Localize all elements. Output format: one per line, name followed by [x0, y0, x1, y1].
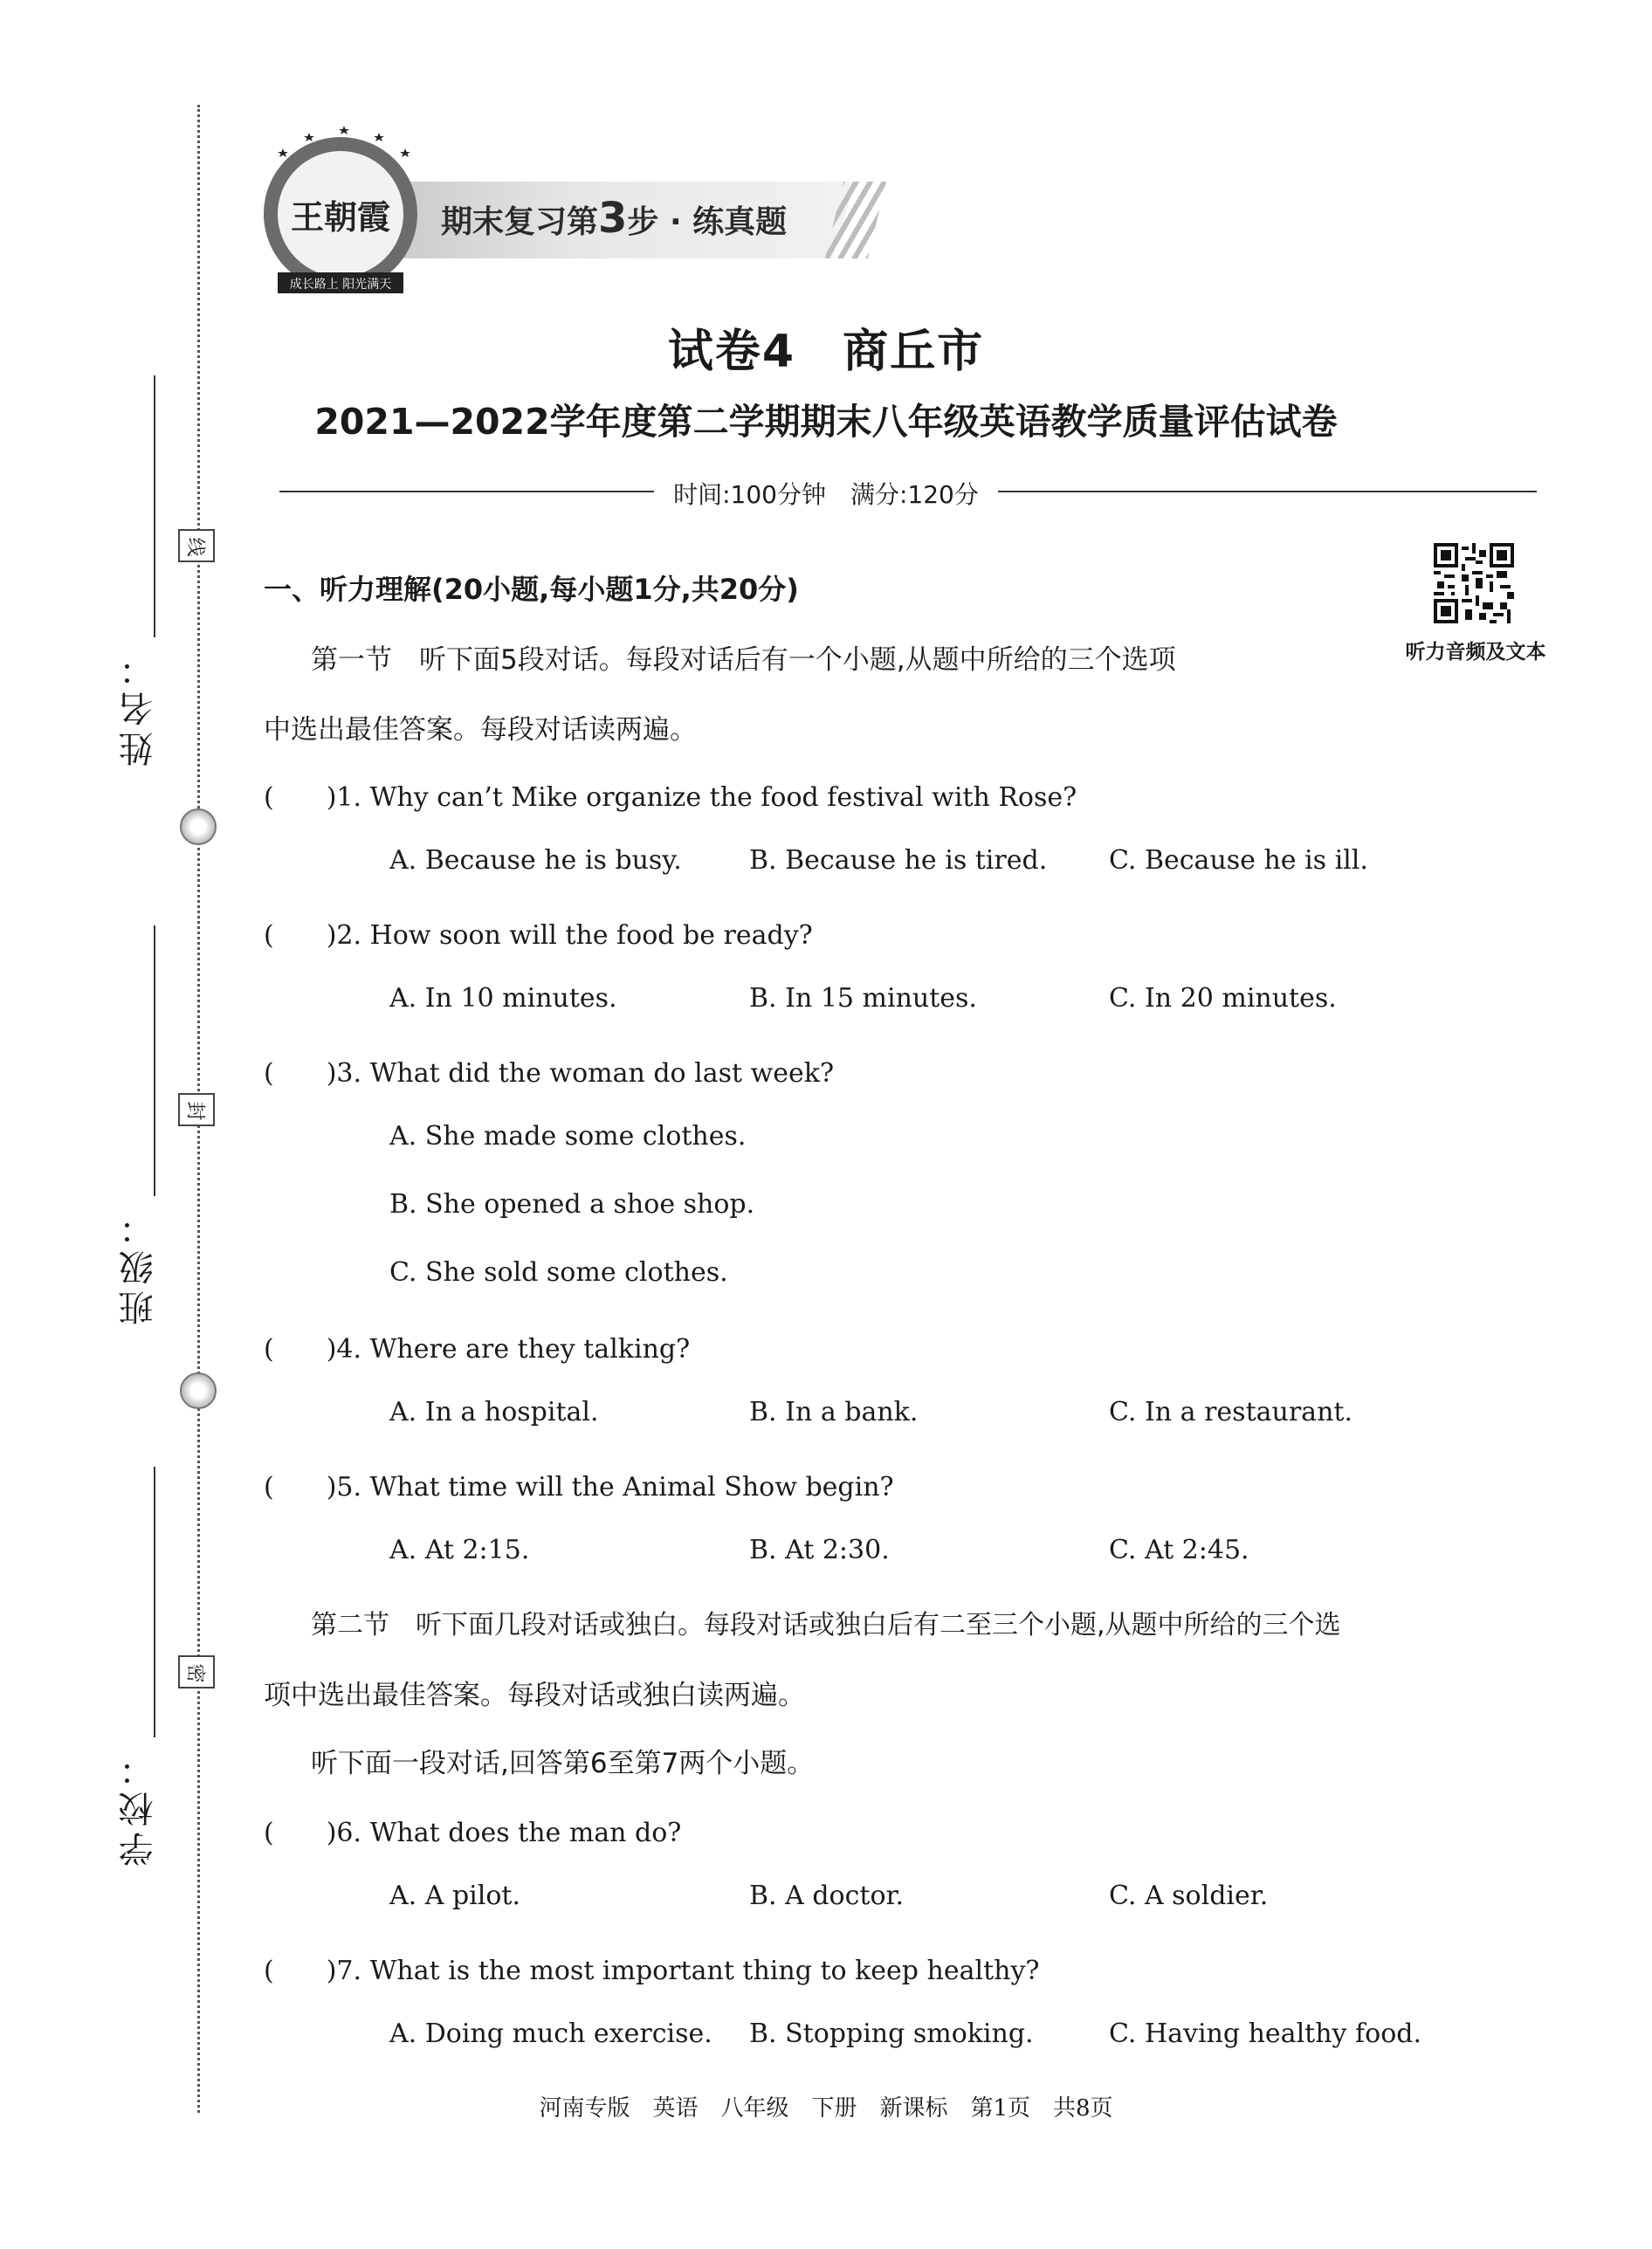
class-underline[interactable]	[154, 925, 155, 1196]
class-label: 班级：	[119, 1205, 159, 1325]
option-b: B. In a bank.	[749, 1397, 919, 1427]
question-1	[264, 775, 1077, 814]
part2-instruction-cont: 项中选出最佳答案。每段对话或独白读两遍。	[264, 1680, 805, 1711]
school-label: 学校：	[119, 1746, 159, 1867]
question-text: 2. How soon will the food be ready?	[336, 920, 813, 951]
question-text: 6. What does the man do?	[336, 1818, 682, 1848]
question-3	[264, 1051, 834, 1090]
logo-text: 王朝霞	[290, 197, 390, 237]
question-6	[264, 1811, 681, 1849]
part2-instruction: 第二节 听下面几段对话或独白。每段对话或独白后有二至三个小题,从题中所给的三个选	[311, 1610, 1341, 1640]
option-c: C. She sold some clothes.	[389, 1257, 728, 1288]
answer-blank[interactable]: ( )	[264, 782, 337, 813]
option-a: A. A pilot.	[389, 1881, 520, 1911]
seal-mark-dense: 密	[178, 1655, 215, 1688]
seal-mark-line: 线	[178, 529, 215, 562]
question-text: 5. What time will the Animal Show begin?	[336, 1472, 894, 1503]
answer-blank[interactable]: ( )	[264, 1058, 337, 1089]
qr-code[interactable]	[1434, 543, 1514, 623]
option-a: A. In a hospital.	[389, 1397, 599, 1427]
seal-circle-icon	[180, 1372, 217, 1409]
exam-number-title: 试卷4 商丘市	[667, 326, 985, 378]
logo-tagline: 成长路上 阳光满天	[289, 278, 392, 292]
option-a: A. At 2:15.	[389, 1535, 530, 1565]
option-c: C. Having healthy food.	[1109, 2019, 1421, 2049]
option-a: A. Doing much exercise.	[389, 2019, 712, 2049]
part2-dialogue-intro: 听下面一段对话,回答第6至第7两个小题。	[311, 1748, 815, 1779]
qr-code-icon	[1434, 543, 1514, 623]
answer-blank[interactable]: ( )	[264, 920, 337, 951]
section-heading: 一、听力理解(20小题,每小题1分,共20分)	[264, 573, 799, 606]
question-4	[264, 1327, 690, 1365]
option-b: B. She opened a shoe shop.	[389, 1189, 755, 1220]
answer-blank[interactable]: ( )	[264, 1334, 337, 1365]
school-underline[interactable]	[154, 1467, 155, 1737]
part1-instruction-cont: 中选出最佳答案。每段对话读两遍。	[264, 714, 697, 746]
option-b: B. Stopping smoking.	[749, 2019, 1034, 2049]
time-info: 时间:100分钟 满分:120分	[0, 476, 1652, 511]
option-a: A. Because he is busy.	[389, 845, 682, 876]
question-text: 3. What did the woman do last week?	[336, 1058, 835, 1089]
option-a: A. In 10 minutes.	[389, 983, 617, 1014]
answer-blank[interactable]: ( )	[264, 1818, 337, 1848]
page-footer: 河南专版 英语 八年级 下册 新课标 第1页 共8页	[539, 2095, 1113, 2122]
qr-caption: 听力音频及文本	[1405, 641, 1546, 664]
option-b: B. Because he is tired.	[749, 845, 1048, 876]
answer-blank[interactable]: ( )	[264, 1956, 337, 1986]
option-b: B. At 2:30.	[749, 1535, 890, 1565]
question-text: 7. What is the most important thing to keep healthy?	[336, 1956, 1040, 1986]
option-c: C. In 20 minutes.	[1109, 983, 1337, 1014]
seal-circle-icon	[180, 808, 217, 845]
publisher-logo	[253, 122, 428, 297]
option-b: B. In 15 minutes.	[749, 983, 977, 1014]
question-text: 1. Why can’t Mike organize the food festival with Rose?	[336, 782, 1077, 813]
option-a: A. She made some clothes.	[389, 1121, 747, 1152]
exam-full-title: 2021—2022学年度第二学期期末八年级英语教学质量评估试卷	[314, 401, 1338, 443]
option-c: C. At 2:45.	[1109, 1535, 1249, 1565]
question-text: 4. Where are they talking?	[336, 1334, 691, 1365]
answer-blank[interactable]: ( )	[264, 1472, 337, 1503]
question-7	[264, 1949, 1040, 1987]
option-c: C. A soldier.	[1109, 1881, 1269, 1911]
part1-instruction: 第一节 听下面5段对话。每段对话后有一个小题,从题中所给的三个选项	[311, 644, 1176, 676]
banner-title: 期末复习第3步 · 练真题	[441, 194, 788, 243]
question-5	[264, 1465, 894, 1503]
option-c: C. In a restaurant.	[1109, 1397, 1353, 1427]
name-label: 姓名：	[119, 646, 159, 767]
seal-mark-seal: 封	[178, 1093, 215, 1126]
question-2	[264, 913, 813, 952]
option-b: B. A doctor.	[749, 1881, 905, 1911]
option-c: C. Because he is ill.	[1109, 845, 1368, 876]
